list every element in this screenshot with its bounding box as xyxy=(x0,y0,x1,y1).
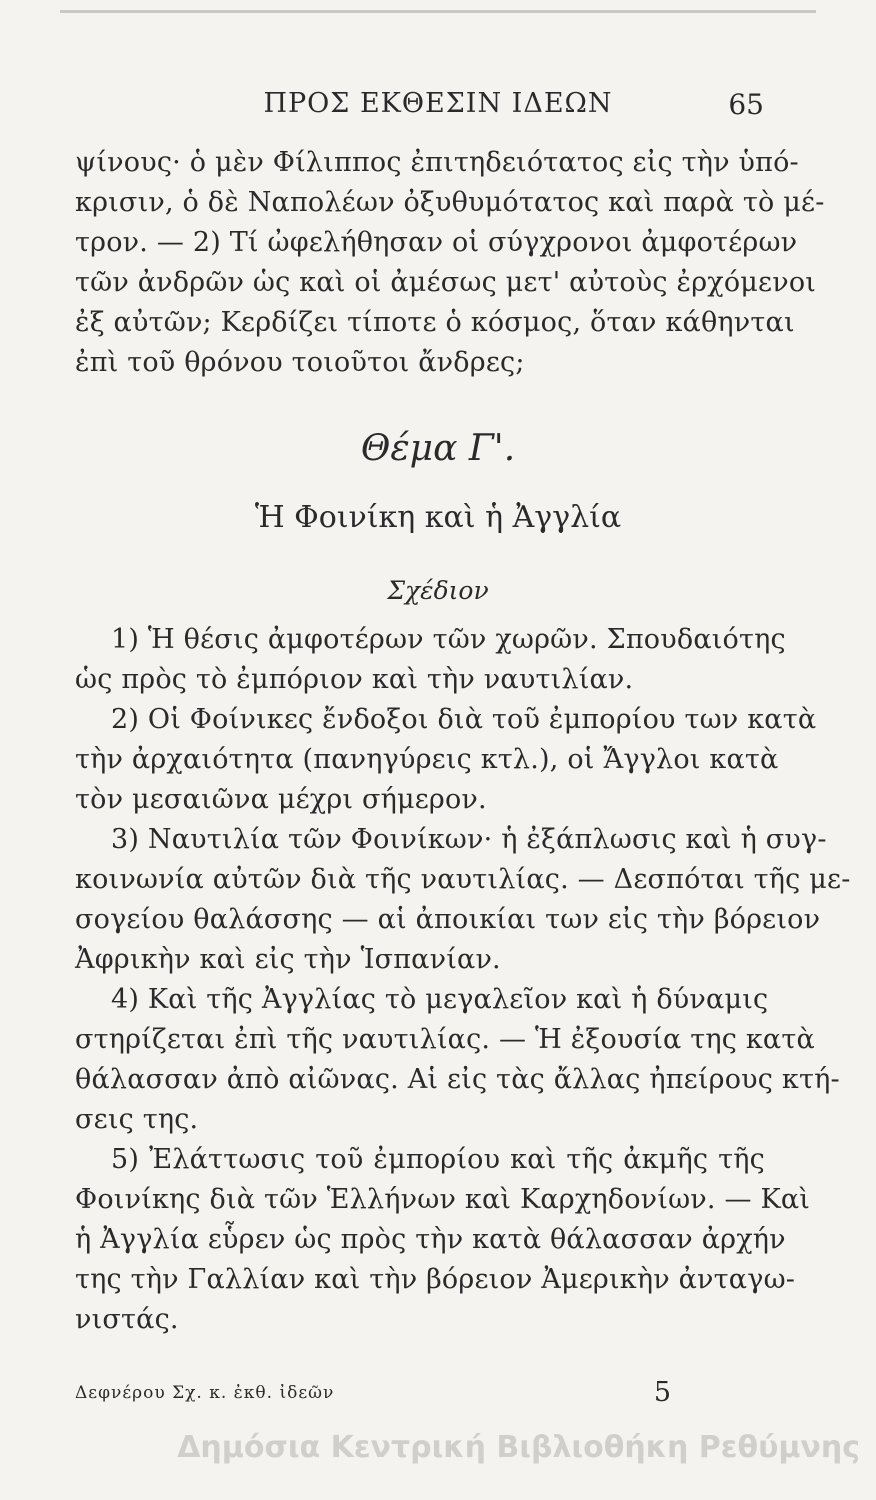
page-header xyxy=(0,88,876,128)
text-line: σεις της. xyxy=(75,1104,199,1135)
text-line: της τὴν Γαλλίαν καὶ τὴν βόρειον Ἀμερικὴν ἀνταγω- xyxy=(75,1264,796,1295)
text-line: ἡ Ἀγγλία εὗρεν ὡς πρὸς τὴν κατὰ θάλασσαν ἀρχήν xyxy=(75,1224,786,1255)
text-line: τὴν ἀρχαιότητα (πανηγύρεις κτλ.), οἱ Ἄγγλοι κατὰ xyxy=(75,744,779,775)
text-line: Φοινίκης διὰ τῶν Ἑλλήνων καὶ Καρχηδονίων. — Καὶ xyxy=(75,1184,811,1215)
page-footer xyxy=(75,1377,765,1417)
subject-title: Ἡ Φοινίκη καὶ ἡ Ἀγγλία xyxy=(254,500,622,535)
library-watermark: Δημόσια Κεντρική Βιβλιοθήκη Ρεθύμνης xyxy=(177,1430,860,1465)
text-line: νιστάς. xyxy=(75,1304,179,1335)
text-line: Ἀφρικὴν καὶ εἰς τὴν Ἱσπανίαν. xyxy=(75,944,501,975)
text-line: στηρίζεται ἐπὶ τῆς ναυτιλίας. — Ἡ ἐξουσία της κατὰ xyxy=(75,1024,815,1055)
text-line: τὸν μεσαιῶνα μέχρι σήμερον. xyxy=(75,784,487,815)
signature-number: 5 xyxy=(653,1377,671,1408)
theme-heading: Θέμα Γ'. xyxy=(360,428,516,469)
text-line: 1) Ἡ θέσις ἀμφοτέρων τῶν χωρῶν. Σπουδαιότης xyxy=(111,624,786,655)
text-line: 2) Οἱ Φοίνικες ἔνδοξοι διὰ τοῦ ἐμπορίου των κατὰ xyxy=(111,704,817,735)
text-line: ἐξ αὐτῶν; Κερδίζει τίποτε ὁ κόσμος, ὅταν κάθηνται xyxy=(75,307,795,338)
outline-label: Σχέδιον xyxy=(387,576,489,605)
text-line: 5) Ἐλάττωσις τοῦ ἐμπορίου καὶ τῆς ἀκμῆς τῆς xyxy=(111,1144,765,1175)
text-line: τρον. — 2) Τί ὠφελήθησαν οἱ σύγχρονοι ἀμφοτέρων xyxy=(75,227,798,258)
text-line: κοινωνία αὐτῶν διὰ τῆς ναυτιλίας. — Δεσπόται τῆς με- xyxy=(75,864,851,895)
text-line: 4) Καὶ τῆς Ἀγγλίας τὸ μεγαλεῖον καὶ ἡ δύναμις xyxy=(111,984,769,1015)
running-title: ΠΡΟΣ ΕΚΘΕΣΙΝ ΙΔΕΩΝ xyxy=(263,88,613,119)
text-line: τῶν ἀνδρῶν ὡς καὶ οἱ ἀμέσως μετ' αὐτοὺς ἐρχόμενοι xyxy=(75,267,817,298)
page-number: 65 xyxy=(728,88,764,121)
signature-line: Δεφνέρου Σχ. κ. ἐκθ. ἰδεῶν xyxy=(75,1383,335,1403)
top-edge-rule xyxy=(60,10,816,13)
text-line: σογείου θαλάσσης — αἱ ἀποικίαι των εἰς τὴν βόρειον xyxy=(75,904,821,935)
text-line: 3) Ναυτιλία τῶν Φοινίκων· ἡ ἐξάπλωσις καὶ ἡ συγ- xyxy=(111,824,827,855)
text-line: κρισιν, ὁ δὲ Ναπολέων ὀξυθυμότατος καὶ παρὰ τὸ μέ- xyxy=(75,187,825,218)
intro-paragraph xyxy=(75,143,825,383)
text-line: ἐπὶ τοῦ θρόνου τοιοῦτοι ἄνδρες; xyxy=(75,347,525,378)
text-line: θάλασσαν ἀπὸ αἰῶνας. Αἱ εἰς τὰς ἄλλας ἠπείρους κτή- xyxy=(75,1064,840,1095)
text-line: ψίνους· ὁ μὲν Φίλιππος ἐπιτηδειότατος εἰς τὴν ὑπό- xyxy=(75,147,799,178)
outline-points xyxy=(75,620,851,1340)
text-line: ὡς πρὸς τὸ ἐμπόριον καὶ τὴν ναυτιλίαν. xyxy=(75,664,634,695)
